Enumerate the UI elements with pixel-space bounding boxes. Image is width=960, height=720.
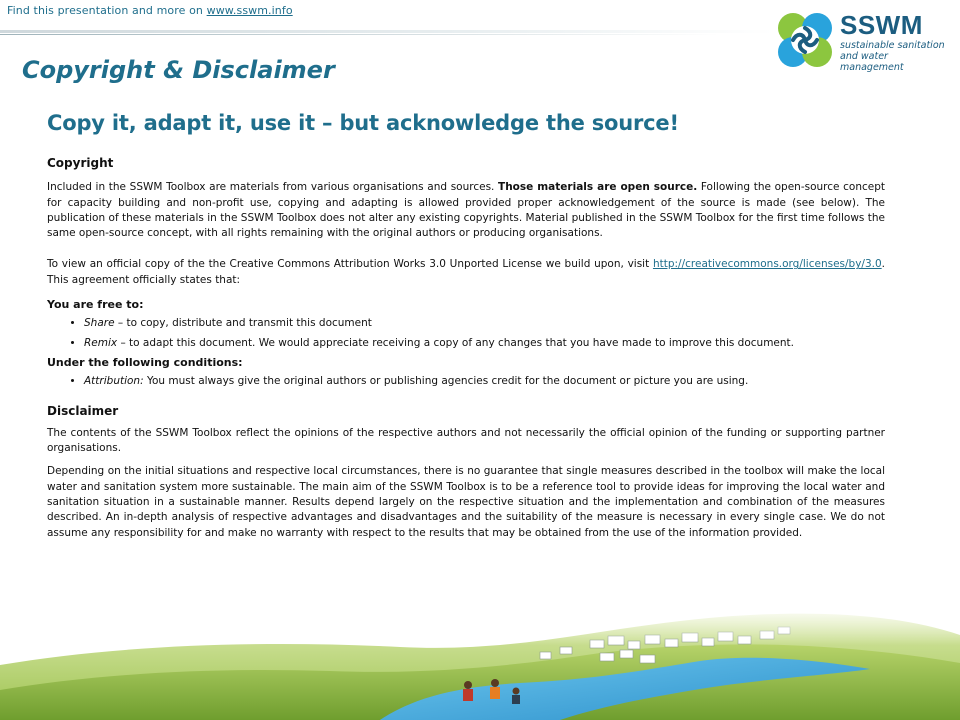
- disclaimer-paragraph-2: Depending on the initial situations and respective local circumstances, there is no guarantee that single measures described in the toolbox will make the local water and sanitation system more sustainable. The main aim of the SSWM Toolbox is to be a reference tool to provide ideas for improving the local water and sanitation situation in a sustainable manner. Results depend largely on the respective situation and the implementation and combination of the measures described. An in-depth analysis of respective advantages and disadvantages and the suitability of the measure is necessary in every single case. We do not assume any responsibility for and make no warranty with respect to the results that may be obtained from the use of the information provided.: [47, 465, 885, 539]
- slide-title: Copyright & Disclaimer: [22, 56, 335, 84]
- list-item-remix: [84, 336, 885, 351]
- share-term: Share: [84, 317, 115, 330]
- copyright-p2-a: To view an official copy of the the Creative Commons Attribution Works 3.0 Unported License we build upon, visit: [47, 258, 653, 271]
- landscape-illustration: [0, 605, 960, 720]
- header-rule-line: [0, 34, 720, 35]
- logo-subtitle-2: and water management: [840, 51, 904, 73]
- conditions-list: [47, 374, 885, 389]
- content-body: [47, 156, 885, 541]
- sswm-logo-icon: [772, 8, 838, 74]
- sswm-link[interactable]: www.sswm.info: [206, 4, 293, 17]
- disclaimer-heading: Disclaimer: [47, 403, 119, 418]
- attribution-term: Attribution:: [84, 375, 144, 388]
- conditions-heading: Under the following conditions:: [47, 355, 243, 369]
- list-item-share: [84, 316, 885, 331]
- copyright-p2-b: . This agreement officially states that:: [47, 258, 885, 286]
- logo-subtitle-1: sustainable sanitation: [840, 40, 945, 51]
- copyright-paragraph-1: [47, 180, 885, 241]
- find-text: Find this presentation and more on: [7, 4, 207, 17]
- cc-license-link[interactable]: http://creativecommons.org/licenses/by/3.0: [652, 258, 882, 271]
- headline: Copy it, adapt it, use it – but acknowledge the source!: [47, 111, 679, 135]
- disclaimer-paragraph-1: The contents of the SSWM Toolbox reflect the opinions of the respective authors and not necessarily the official opinion of the funding or supporting partner organisations.: [47, 426, 885, 455]
- list-item-attribution: [84, 374, 885, 389]
- header-find-line: [7, 4, 293, 17]
- copyright-heading: Copyright: [47, 156, 114, 170]
- free-list: [47, 316, 885, 351]
- copyright-p1-b: Following the open-source concept for capacity building and non-profit use, copying and adapting is allowed provided proper acknowledgement of the source is made (see below). The publication of these materials in the SSWM Toolbox does not alter any existing copyrights. Material published in the SSWM Toolbox for the first time follows the same open-source concept, with all rights remaining with the original authors or producing organisations.: [47, 181, 886, 240]
- remix-text: – to adapt this document. We would appreciate receiving a copy of any changes that you have made to improve this document.: [117, 336, 794, 349]
- free-heading: You are free to:: [47, 298, 144, 312]
- copyright-p1-a: Included in the SSWM Toolbox are materials from various organisations and sources.: [47, 181, 499, 194]
- remix-term: Remix: [84, 336, 118, 349]
- header-rule: [0, 30, 775, 33]
- logo-name: SSWM: [840, 10, 923, 40]
- logo-text: [840, 10, 952, 73]
- share-text: – to copy, distribute and transmit this document: [114, 317, 372, 330]
- attribution-text: You must always give the original authors or publishing agencies credit for the document or picture you are using.: [143, 375, 749, 388]
- copyright-paragraph-2: [47, 257, 885, 288]
- sswm-logo: [772, 8, 952, 74]
- copyright-p1-bold: Those materials are open source.: [498, 181, 698, 194]
